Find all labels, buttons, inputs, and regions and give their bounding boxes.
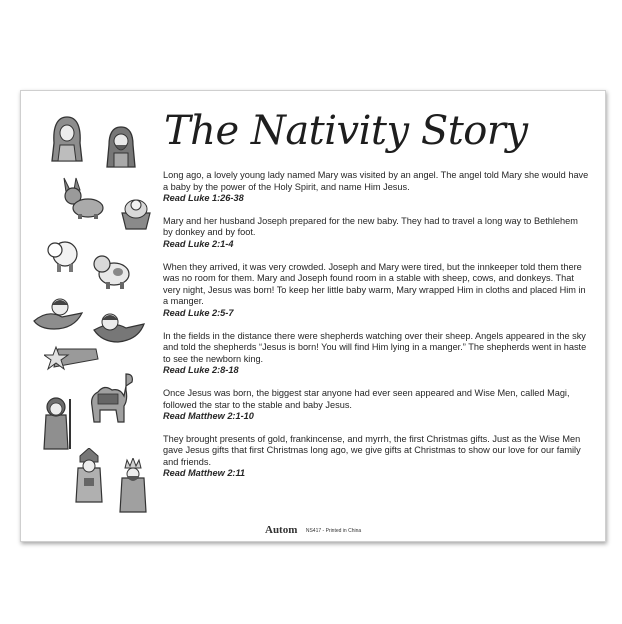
angel-left-icon: [32, 295, 84, 333]
angel-right-icon: [92, 310, 146, 344]
story-paragraph: [163, 388, 589, 423]
brand-logo: Autom: [265, 524, 298, 536]
scripture-reference: Read Luke 2:1-4: [163, 238, 234, 249]
scripture-reference: Read Matthew 2:11: [163, 468, 246, 479]
mary-figure-icon: [50, 115, 84, 163]
scripture-reference: Read Matthew 2:1-10: [163, 411, 254, 422]
story-paragraph: [163, 262, 589, 320]
print-info: NS417 - Printed in China: [305, 528, 362, 534]
joseph-figure-icon: [104, 125, 138, 169]
scripture-reference: Read Luke 2:5-7: [163, 307, 234, 318]
page-title: The Nativity Story: [164, 108, 528, 154]
donkey-figure-icon: [60, 176, 106, 220]
scripture-reference: Read Luke 2:8-18: [163, 365, 239, 376]
paragraph-text: Mary and her husband Joseph prepared for the new baby. They had to travel a long way to Bethlehem by donkey and by foot.: [163, 215, 578, 238]
paragraph-text: In the fields in the distance there were shepherds watching over their sheep. Angels appeared in the sky and told the shepherds “Jesus is born! You will find Him lying in a manger.” The shepherds went in haste to see the newborn king.: [163, 330, 587, 364]
shepherd-figure-icon: [40, 395, 74, 451]
story-paragraph: [163, 216, 589, 251]
scripture-reference: Read Luke 1:26-38: [163, 193, 244, 204]
sheep-figure-icon: [45, 238, 81, 274]
paragraph-text: They brought presents of gold, frankincense, and myrrh, the first Christmas gifts. Just as the Wise Men gave Jesus gifts that first Christmas long ago, we give gifts at Christmas to show our love for our family and friends.: [163, 433, 581, 467]
story-content: [163, 170, 589, 491]
camel-figure-icon: [86, 370, 136, 424]
paragraph-text: When they arrived, it was very crowded. Joseph and Mary were tired, but the innkeeper told them there was no room for them. Mary and Joseph found room in a stable with sheep, cows, and donkeys. That very night, Jesus was born! To keep her little baby warm, Mary wrapped Him in cloths and placed Him in a manger.: [163, 261, 586, 307]
paragraph-text: Once Jesus was born, the biggest star anyone had ever seen appeared and Wise Men, called Magi, followed the star to the stable and baby Jesus.: [163, 387, 570, 410]
story-paragraph: [163, 331, 589, 377]
wise-man-left-icon: [74, 448, 104, 504]
footer: [265, 520, 361, 538]
story-paragraph: [163, 434, 589, 480]
story-paragraph: [163, 170, 589, 205]
paragraph-text: Long ago, a lovely young lady named Mary was visited by an angel. The angel told Mary she would have a baby by the power of the Holy Spirit, and name Him Jesus.: [163, 170, 589, 192]
baby-jesus-manger-icon: [120, 195, 152, 231]
cow-figure-icon: [92, 250, 132, 290]
wise-man-right-icon: [118, 458, 148, 514]
